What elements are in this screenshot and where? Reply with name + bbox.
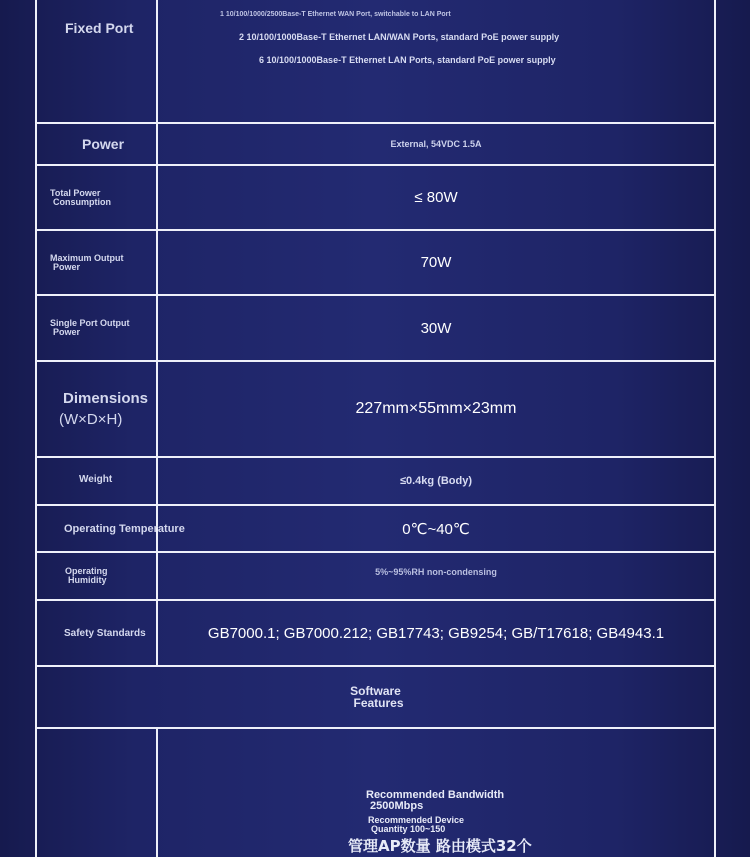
fixed-port-line-2: 2 10/100/1000Base-T Ethernet LAN/WAN Ports, standard PoE power supply (239, 32, 560, 42)
fixed-port-line-1: 1 10/100/1000/2500Base-T Ethernet WAN Port, switchable to LAN Port (220, 11, 451, 18)
value-fixed-port (158, 0, 714, 122)
value-max-output (158, 231, 714, 294)
label-operating-temp-text: Operating Temperature (64, 522, 185, 535)
value-weight-text: ≤0.4kg (Body) (399, 475, 473, 487)
label-max-output (37, 231, 158, 294)
software-value-cell (158, 729, 714, 857)
value-safety-text: GB7000.1; GB7000.212; GB17743; GB9254; GB/T17618; GB4943.1 (207, 624, 665, 642)
label-safety (37, 601, 158, 665)
value-operating-humidity (158, 553, 714, 599)
device-label: Recommended Device (368, 815, 465, 825)
ap-count-line: 管理AP数量 路由模式32个 (348, 837, 532, 855)
row-operating-temp (35, 504, 716, 553)
value-max-output-text: 70W (420, 254, 452, 271)
label-single-port-line2: Power (53, 327, 81, 337)
row-total-power (35, 164, 716, 231)
software-heading-line2: Features (353, 696, 404, 710)
value-power-text: External, 54VDC 1.5A (390, 139, 482, 149)
label-dimensions-line1: Dimensions (63, 390, 149, 407)
value-weight (158, 458, 714, 504)
value-safety (158, 601, 714, 665)
value-power (158, 124, 714, 164)
row-safety (35, 599, 716, 667)
device-value: Quantity 100~150 (371, 824, 446, 834)
label-power-text: Power (82, 136, 125, 152)
value-total-power (158, 166, 714, 229)
row-weight (35, 456, 716, 506)
fixed-port-line-3: 6 10/100/1000Base-T Ethernet LAN Ports, standard PoE power supply (259, 55, 556, 65)
label-fixed-port (37, 0, 158, 122)
row-single-port (35, 294, 716, 362)
label-max-output-line1: Maximum Output (50, 252, 124, 263)
software-label-cell (37, 729, 158, 857)
value-total-power-text: ≤ 80W (414, 189, 458, 206)
label-total-power (37, 166, 158, 229)
software-features-heading (35, 665, 716, 729)
row-power (35, 122, 716, 166)
row-max-output (35, 229, 716, 296)
row-operating-humidity (35, 551, 716, 601)
label-operating-humidity (37, 553, 158, 599)
label-operating-humidity-line1: Operating (65, 566, 108, 576)
label-dimensions-line2: (W×D×H) (59, 411, 123, 428)
software-features-body (35, 727, 716, 857)
label-total-power-line2: Consumption (53, 196, 111, 207)
label-power (37, 124, 158, 164)
value-dimensions (158, 362, 714, 456)
label-max-output-line2: Power (53, 261, 81, 272)
bandwidth-value: 2500Mbps (370, 800, 424, 812)
row-fixed-port (35, 0, 716, 124)
label-operating-humidity-line2: Humidity (68, 575, 107, 585)
label-safety-text: Safety Standards (64, 627, 146, 639)
value-single-port-text: 30W (420, 319, 452, 337)
label-operating-temp (37, 506, 185, 551)
software-heading-line1: Software (350, 684, 401, 698)
label-single-port-line1: Single Port Output (50, 318, 130, 328)
label-total-power-line1: Total Power (50, 187, 101, 198)
value-dimensions-text: 227mm×55mm×23mm (355, 400, 517, 417)
label-single-port (37, 296, 158, 360)
value-operating-temp-text: 0℃~40℃ (402, 520, 470, 538)
value-operating-humidity-text: 5%~95%RH non-condensing (375, 567, 497, 577)
value-single-port (158, 296, 714, 360)
label-dimensions (37, 362, 158, 456)
label-weight-text: Weight (79, 474, 113, 485)
label-weight (37, 458, 158, 504)
bandwidth-label: Recommended Bandwidth (366, 789, 505, 801)
label-fixed-port-text: Fixed Port (65, 20, 134, 36)
row-dimensions (35, 360, 716, 458)
value-operating-temp (158, 506, 714, 551)
